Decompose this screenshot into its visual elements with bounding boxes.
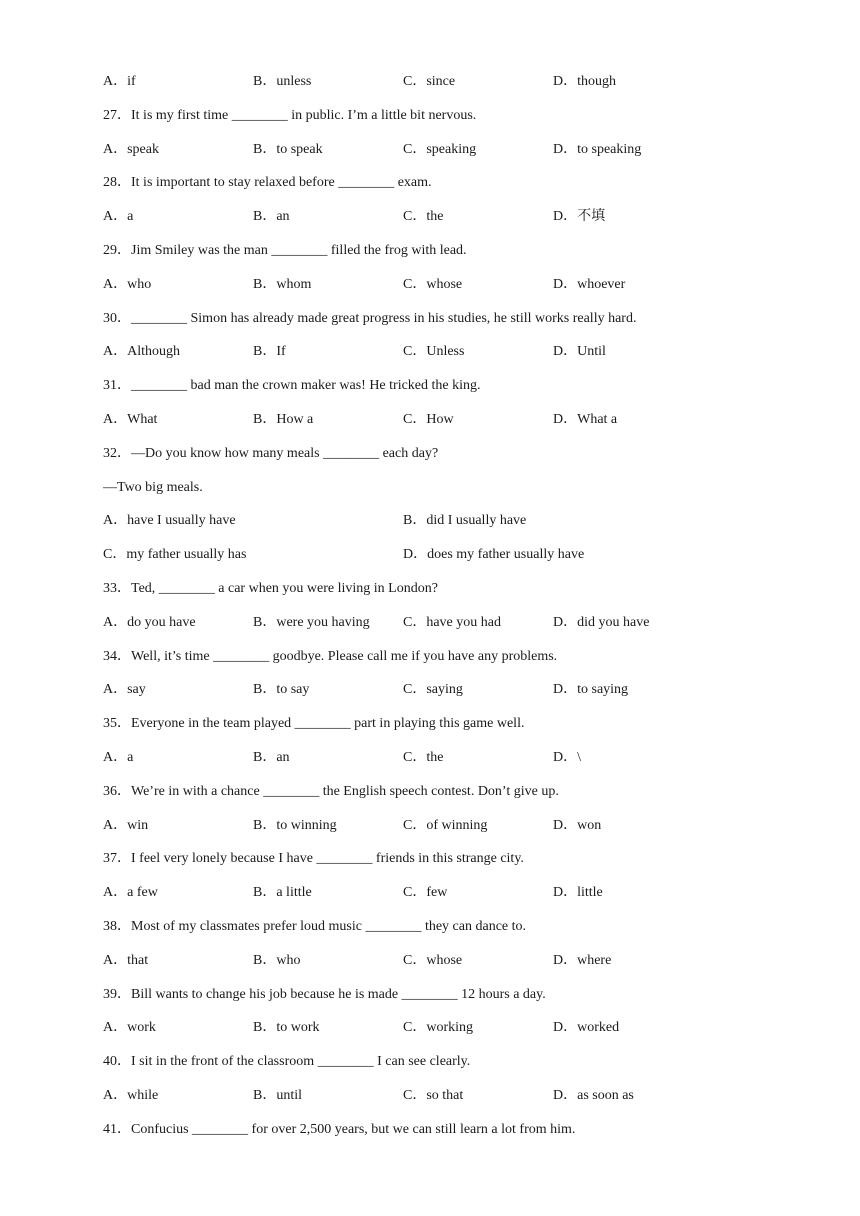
question-text: 37．I feel very lonely because I have ________ friends in this strange city.: [103, 851, 524, 866]
answer-option: B．whom: [253, 277, 312, 292]
question-text: 27．It is my first time ________ in public. I’m a little bit nervous.: [103, 108, 477, 123]
answer-option: C．whose: [403, 953, 463, 968]
answer-option: A．a few: [103, 885, 158, 900]
answer-option: A．while: [103, 1088, 159, 1103]
answer-option: D．What a: [553, 412, 618, 427]
question-text: 34．Well, it’s time ________ goodbye. Please call me if you have any problems.: [103, 649, 558, 664]
answer-option: C．of winning: [403, 818, 488, 833]
answer-option: D．to saying: [553, 682, 629, 697]
question-text: 33．Ted, ________ a car when you were living in London?: [103, 581, 438, 596]
answer-option: A．Although: [103, 344, 180, 359]
answer-option: A．have I usually have: [103, 513, 236, 528]
answer-option: C．saying: [403, 682, 463, 697]
answer-option: A．if: [103, 74, 136, 89]
answer-option: B．did I usually have: [403, 513, 527, 528]
question-text: —Two big meals.: [103, 480, 203, 495]
question-text: 35．Everyone in the team played ________ part in playing this game well.: [103, 716, 525, 731]
answer-option: C．working: [403, 1020, 473, 1035]
answer-option: A．a: [103, 750, 134, 765]
answer-option: C．the: [403, 750, 444, 765]
answer-option: D．不填: [553, 209, 606, 224]
question-text: 28．It is important to stay relaxed before ________ exam.: [103, 175, 432, 190]
answer-option: A．a: [103, 209, 134, 224]
answer-option: C．the: [403, 209, 444, 224]
answer-option: B．a little: [253, 885, 312, 900]
question-text: 40．I sit in the front of the classroom ________ I can see clearly.: [103, 1054, 471, 1069]
question-text: 39．Bill wants to change his job because he is made ________ 12 hours a day.: [103, 987, 546, 1002]
answer-option: B．unless: [253, 74, 312, 89]
answer-option: B．If: [253, 344, 286, 359]
answer-option: B．How a: [253, 412, 314, 427]
answer-option: C．my father usually has: [103, 547, 247, 562]
answer-option: C．whose: [403, 277, 463, 292]
question-text: 29．Jim Smiley was the man ________ filled the frog with lead.: [103, 243, 467, 258]
answer-option: A．say: [103, 682, 146, 697]
answer-option: A．who: [103, 277, 152, 292]
answer-option: D．whoever: [553, 277, 626, 292]
answer-option: D．Until: [553, 344, 606, 359]
answer-option: C．speaking: [403, 142, 477, 157]
answer-option: A．win: [103, 818, 149, 833]
answer-option: D．as soon as: [553, 1088, 634, 1103]
question-text: 32．—Do you know how many meals ________ each day?: [103, 446, 439, 461]
answer-option: D．little: [553, 885, 603, 900]
answer-option: B．an: [253, 750, 290, 765]
answer-option: A．work: [103, 1020, 156, 1035]
answer-option: D．\: [553, 750, 581, 765]
answer-option: D．to speaking: [553, 142, 642, 157]
answer-option: C．Unless: [403, 344, 465, 359]
answer-option: A．that: [103, 953, 149, 968]
answer-option: B．to winning: [253, 818, 337, 833]
answer-option: C．few: [403, 885, 448, 900]
answer-option: B．were you having: [253, 615, 370, 630]
question-text: 38．Most of my classmates prefer loud music ________ they can dance to.: [103, 919, 527, 934]
question-text: 31．________ bad man the crown maker was! He tricked the king.: [103, 378, 481, 393]
question-text: 36．We’re in with a chance ________ the English speech contest. Don’t give up.: [103, 784, 559, 799]
answer-option: A．do you have: [103, 615, 196, 630]
answer-option: D．does my father usually have: [403, 547, 585, 562]
answer-option: C．have you had: [403, 615, 501, 630]
answer-option: A．speak: [103, 142, 159, 157]
answer-option: D．where: [553, 953, 612, 968]
answer-option: B．to work: [253, 1020, 320, 1035]
answer-option: D．won: [553, 818, 602, 833]
answer-option: C．How: [403, 412, 454, 427]
answer-option: C．so that: [403, 1088, 464, 1103]
answer-option: B．until: [253, 1088, 303, 1103]
answer-option: B．an: [253, 209, 290, 224]
question-text: 41．Confucius ________ for over 2,500 years, but we can still learn a lot from him.: [103, 1122, 576, 1137]
answer-option: B．to speak: [253, 142, 323, 157]
answer-option: A．What: [103, 412, 158, 427]
answer-option: B．who: [253, 953, 301, 968]
answer-option: D．did you have: [553, 615, 650, 630]
answer-option: B．to say: [253, 682, 310, 697]
answer-option: D．though: [553, 74, 616, 89]
answer-option: D．worked: [553, 1020, 620, 1035]
answer-option: C．since: [403, 74, 456, 89]
question-text: 30．________ Simon has already made great progress in his studies, he still works really hard.: [103, 311, 637, 326]
